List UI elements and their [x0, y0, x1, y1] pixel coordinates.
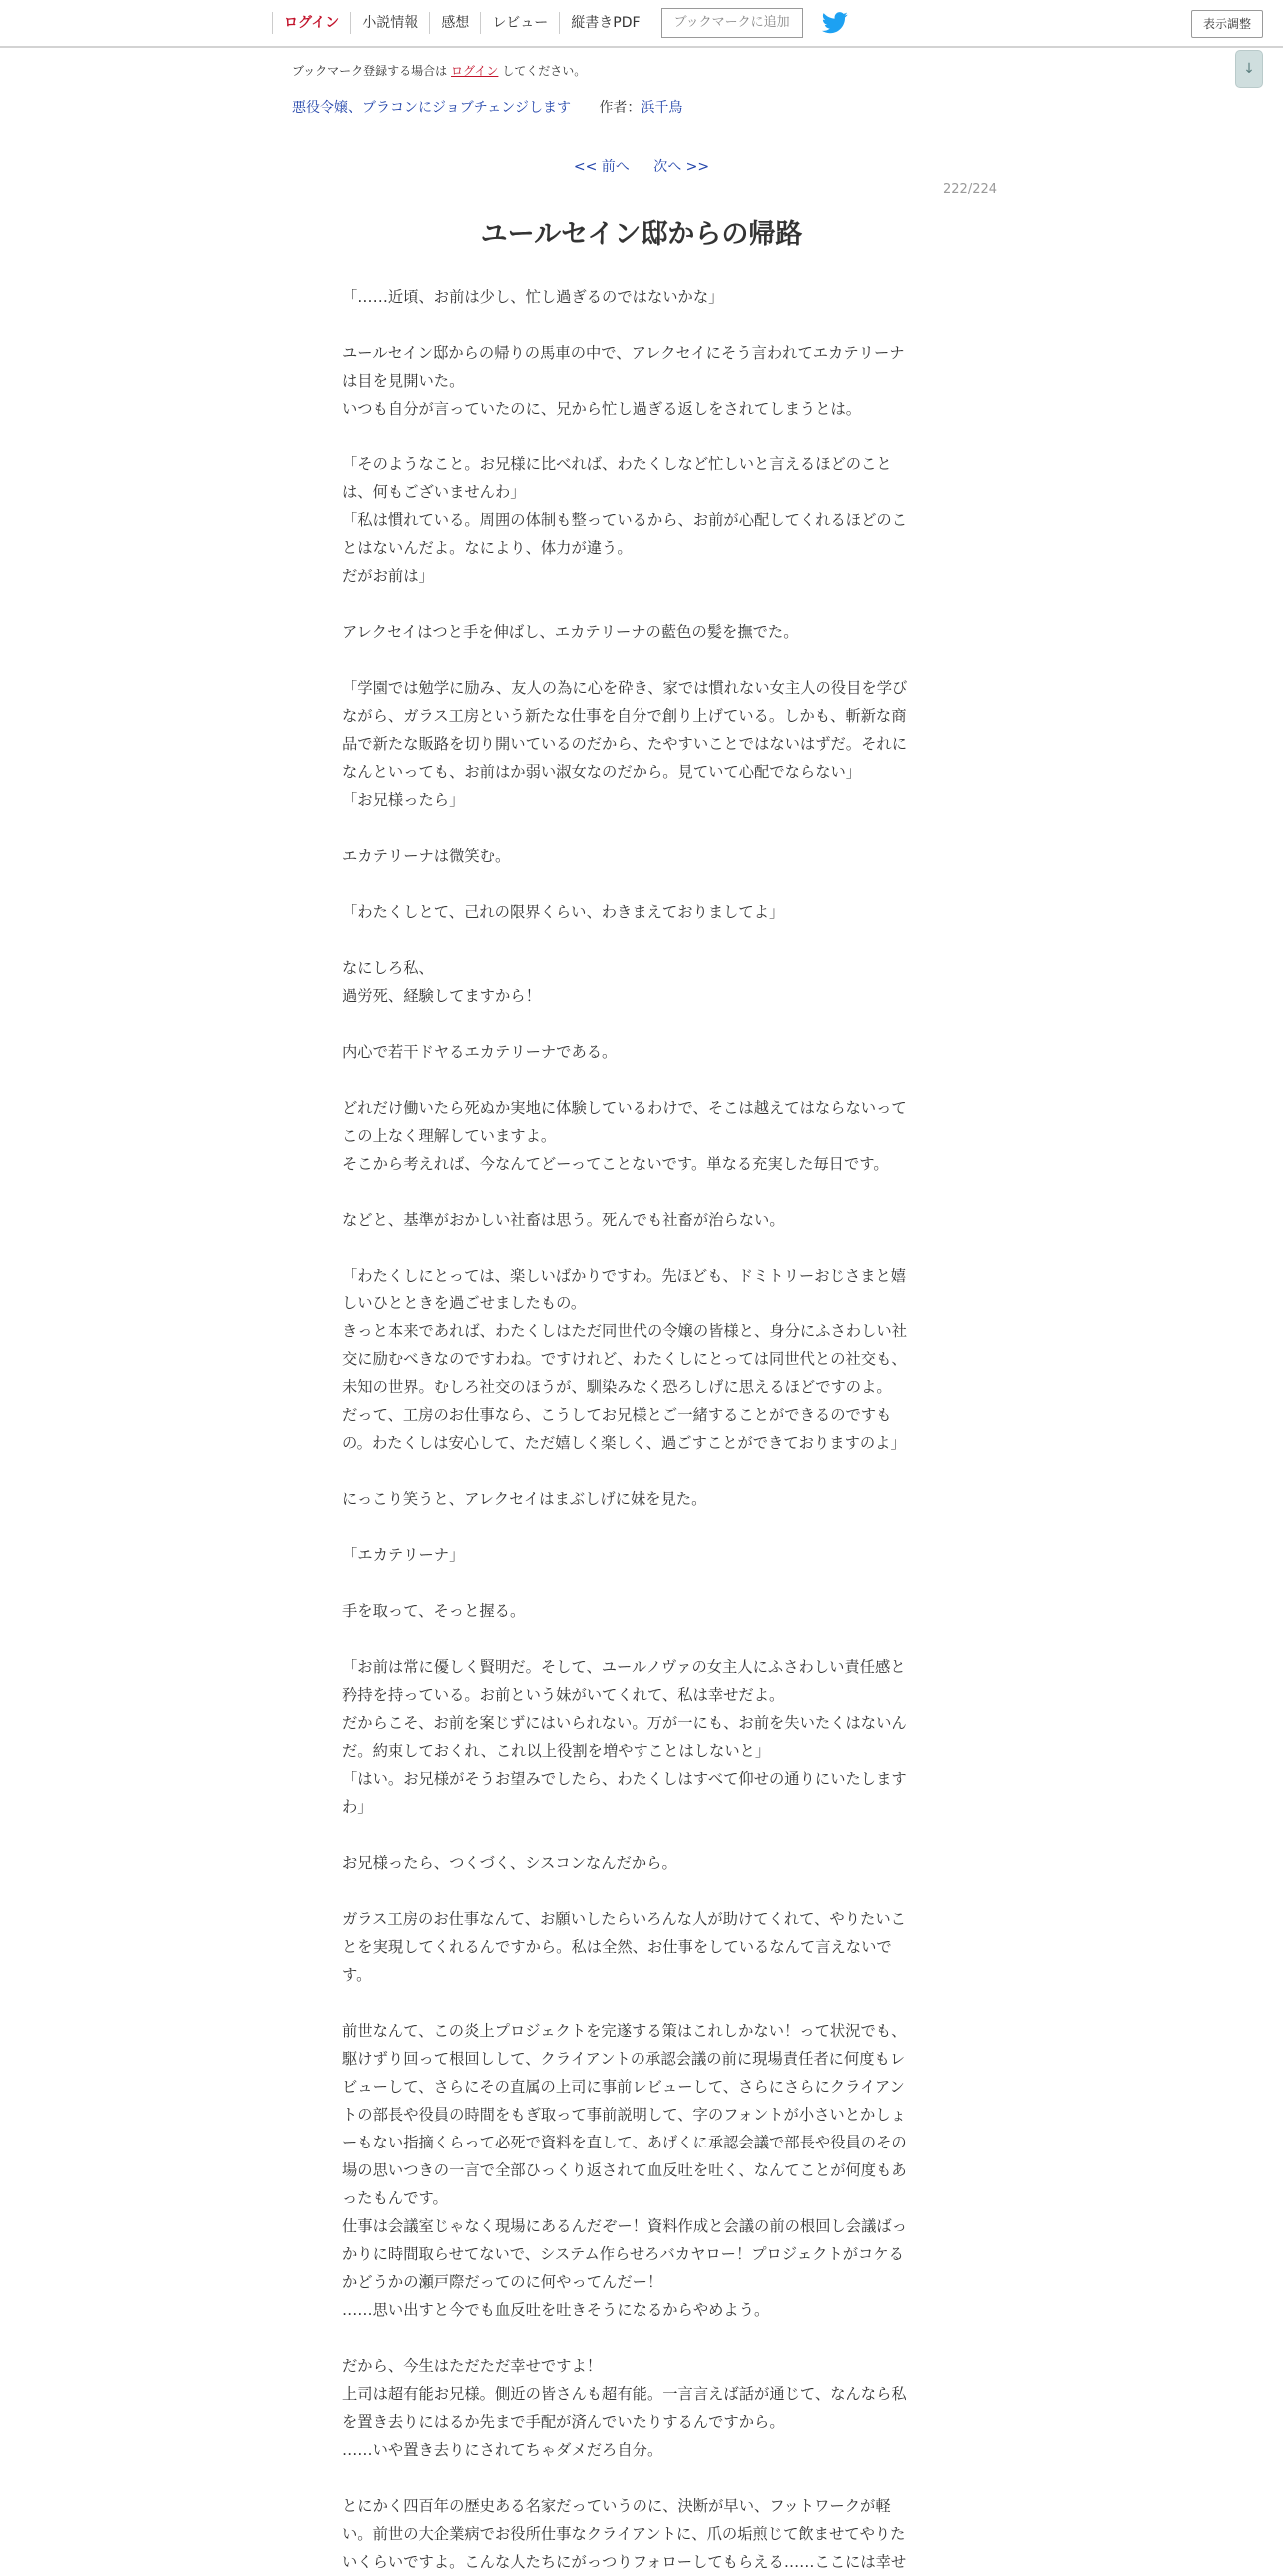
- body-line: 前世なんて、この炎上プロジェクトを完遂する策はこれしかない！って状況でも、: [342, 2022, 907, 2040]
- nav-impressions-link[interactable]: 感想: [429, 12, 480, 34]
- body-line: [342, 646, 935, 674]
- body-line: いつも自分が言っていたのに、兄から忙し過ぎる返しをされてしまうとは。: [342, 400, 862, 418]
- body-line: 「わたくしにとっては、楽しいばかりですわ。先ほども、ドミトリーおじさまと嬉: [342, 1267, 907, 1285]
- body-line: の。わたくしは安心して、ただ嬉しく楽しく、過ごすことができておりますのよ」: [342, 1434, 906, 1452]
- body-line: [342, 423, 935, 450]
- top-navigation-bar: [0, 0, 1283, 48]
- body-line: 「……近頃、お前は少し、忙し過ぎるのではないかな」: [342, 288, 724, 306]
- body-line: ったもんです。: [342, 2189, 448, 2207]
- body-line: にっこり笑うと、アレクセイはまぶしげに妹を見た。: [342, 1490, 707, 1508]
- scroll-down-button[interactable]: ↓: [1235, 50, 1263, 88]
- body-line: [342, 2324, 935, 2352]
- body-line: などと、基準がおかしい社畜は思う。死んでも社畜が治らない。: [342, 1211, 785, 1229]
- body-line: [342, 1066, 935, 1094]
- body-line: ビューして、さらにその直属の上司に事前レビューして、さらにさらにクライアン: [342, 2078, 905, 2096]
- series-title-link[interactable]: 悪役令嬢、ブラコンにジョブチェンジします: [292, 100, 571, 116]
- body-line: 「はい。お兄様がそうお望みでしたら、わたくしはすべて仰せの通りにいたします: [342, 1770, 907, 1788]
- body-line: わ」: [342, 1798, 373, 1816]
- body-line: かりに時間取らせてないで、システム作らせろバカヤロー！プロジェクトがコケる: [342, 2245, 904, 2263]
- body-line: [342, 311, 935, 339]
- body-line: 「私は慣れている。周囲の体制も整っているから、お前が心配してくれるほどのこ: [342, 511, 907, 529]
- body-line: 駆けずり回って根回しして、クライアントの承認会議の前に現場責任者に何度もレ: [342, 2050, 906, 2068]
- body-line: 「そのようなこと。お兄様に比べれば、わたくしなど忙しいと言えるほどのこと: [342, 455, 892, 473]
- body-line: ーもない指摘くらって必死で資料を直して、あげくに承認会議で部長や役員のその: [342, 2134, 907, 2151]
- body-line: そこから考えれば、今なんてどーってことないです。単なる充実した毎日です。: [342, 1155, 889, 1173]
- body-line: 過労死、経験してますから！: [342, 987, 541, 1005]
- body-line: [342, 1989, 935, 2017]
- body-line: は、何もございませんわ」: [342, 483, 526, 501]
- body-line: トの部長や役員の時間をもぎ取って事前説明して、字のフォントが小さいとかしょ: [342, 2106, 906, 2124]
- bookmark-login-note: [292, 62, 586, 79]
- chapter-pager: [0, 156, 1283, 176]
- body-line: 「エカテリーナ」: [342, 1546, 465, 1564]
- body-line: [342, 926, 935, 954]
- body-line: とを実現してくれるんですから。私は全然、お仕事をしているなんて言えないで: [342, 1938, 892, 1956]
- body-line: 「学園では勉学に励み、友人の為に心を砕き、家では慣れない女主人の役目を学び: [342, 679, 908, 697]
- body-line: かどうかの瀬戸際だってのに何やってんだー！: [342, 2273, 663, 2291]
- chapter-title: ユールセイン邸からの帰路: [480, 219, 803, 250]
- nav-login-link[interactable]: ログイン: [272, 12, 350, 34]
- body-line: この上なく理解していますよ。: [342, 1127, 557, 1145]
- body-line: 場の思いつきの一言で全部ひっくり返されて血反吐を吐く、なんてことが何度もあ: [342, 2161, 907, 2179]
- nav-novel-info-link[interactable]: 小説情報: [350, 12, 429, 34]
- body-line: 交に励むべきなのですわね。ですけれど、わたくしにとっては同世代との社交も、: [342, 1350, 907, 1368]
- body-line: [342, 1877, 935, 1905]
- author-link[interactable]: 浜千鳥: [641, 100, 683, 116]
- body-line: きっと本来であれば、わたくしはただ同世代の令嬢の皆様と、身分にふさわしい社: [342, 1322, 907, 1340]
- body-line: エカテリーナは微笑む。: [342, 847, 511, 865]
- bookmark-note-prefix: ブックマーク登録する場合は: [292, 64, 448, 78]
- nav-review-link[interactable]: レビュー: [480, 12, 559, 34]
- body-line: [342, 814, 935, 842]
- body-line: [342, 2464, 935, 2492]
- next-chapter-link[interactable]: 次へ >>: [653, 159, 710, 175]
- body-line: [342, 1234, 935, 1262]
- body-line: ながら、ガラス工房という新たな仕事を自分で創り上げている。しかも、斬新な商: [342, 707, 907, 725]
- body-line: なにしろ私、: [342, 959, 434, 977]
- body-line: [342, 870, 935, 898]
- body-line: 「お兄様ったら」: [342, 791, 465, 809]
- body-line: 上司は超有能お兄様。側近の皆さんも超有能。一言言えば話が通じて、なんなら私: [342, 2385, 907, 2403]
- body-line: ……思い出すと今でも血反吐を吐きそうになるからやめよう。: [342, 2301, 770, 2319]
- body-line: 「わたくしとて、己れの限界くらい、わきまえておりましてよ」: [342, 903, 785, 921]
- twitter-bird-icon[interactable]: [821, 12, 849, 34]
- body-line: [342, 1457, 935, 1485]
- body-line: ……いや置き去りにされてちゃダメだろ自分。: [342, 2441, 663, 2459]
- body-line: ユールセイン邸からの帰りの馬車の中で、アレクセイにそう言われてエカテリーナ: [342, 344, 905, 362]
- body-line: いくらいですよ。こんな人たちにがっつりフォローしてもらえる……ここには幸せ: [342, 2553, 907, 2571]
- add-bookmark-button[interactable]: ブックマークに追加: [661, 8, 803, 38]
- author-label: 作者：: [599, 100, 642, 116]
- chapter-page-count: 222/224: [943, 182, 998, 197]
- body-line: [342, 1178, 935, 1206]
- body-line: 品で新たな販路を切り開いているのだから、たやすいことではないはずだ。それに: [342, 735, 907, 753]
- body-line: す。: [342, 1966, 372, 1984]
- body-line: 未知の世界。むしろ社交のほうが、馴染みなく恐ろしげに思えるほどですのよ。: [342, 1378, 892, 1396]
- body-line: とはないんだよ。なにより、体力が違う。: [342, 539, 633, 557]
- body-line: だがお前は」: [342, 567, 434, 585]
- body-line: [342, 1513, 935, 1541]
- series-header: [292, 97, 682, 117]
- nav-vertical-pdf-link[interactable]: 縦書きPDF: [559, 12, 650, 34]
- bookmark-note-login-link[interactable]: ログイン: [451, 64, 499, 78]
- prev-chapter-link[interactable]: << 前へ: [573, 159, 630, 175]
- body-line: とにかく四百年の歴史ある名家だっていうのに、決断が早い、フットワークが軽: [342, 2497, 891, 2515]
- body-line: [342, 590, 935, 618]
- body-line: どれだけ働いたら死ぬか実地に体験しているわけで、そこは越えてはならないって: [342, 1099, 907, 1117]
- body-line: だから、今生はただただ幸せですよ！: [342, 2357, 603, 2375]
- body-line: 矜持を持っている。お前という妹がいてくれて、私は幸せだよ。: [342, 1686, 785, 1704]
- body-line: [342, 1569, 935, 1597]
- body-line: だ。約束しておくれ、これ以上役割を増やすことはしないと」: [342, 1742, 771, 1760]
- body-line: 仕事は会議室じゃなく現場にあるんだぞー！資料作成と会議の前の根回し会議ばっ: [342, 2217, 907, 2235]
- body-line: だからこそ、お前を案じずにはいられない。万が一にも、お前を失いたくはないん: [342, 1714, 907, 1732]
- body-line: しいひとときを過ごせましたもの。: [342, 1294, 587, 1312]
- body-line: い。前世の大企業病でお役所仕事なクライアントに、爪の垢煎じて飲ませてやりた: [342, 2525, 906, 2543]
- body-line: [342, 1625, 935, 1653]
- body-line: ガラス工房のお仕事なんて、お願いしたらいろんな人が助けてくれて、やりたいこ: [342, 1910, 906, 1928]
- body-line: お兄様ったら、つくづく、シスコンなんだから。: [342, 1854, 677, 1872]
- body-line: 内心で若干ドヤるエカテリーナである。: [342, 1043, 618, 1061]
- body-line: 手を取って、そっと握る。: [342, 1602, 526, 1620]
- body-line: 「お前は常に優しく賢明だ。そして、ユールノヴァの女主人にふさわしい責任感と: [342, 1658, 906, 1676]
- main-nav: [272, 0, 849, 46]
- bookmark-note-suffix: してください。: [502, 64, 587, 78]
- body-line: だって、工房のお仕事なら、こうしてお兄様とご一緒することができるのですも: [342, 1406, 892, 1424]
- body-line: を置き去りにはるか先まで手配が済んでいたりするんですから。: [342, 2413, 785, 2431]
- body-line: アレクセイはつと手を伸ばし、エカテリーナの藍色の髪を撫でた。: [342, 623, 799, 641]
- body-line: [342, 1821, 935, 1849]
- body-line: [342, 1010, 935, 1038]
- chapter-body-text: [342, 283, 935, 2576]
- display-settings-button[interactable]: 表示調整: [1191, 10, 1263, 38]
- body-line: なんといっても、お前はか弱い淑女なのだから。見ていて心配でならない」: [342, 763, 862, 781]
- body-line: は目を見開いた。: [342, 372, 465, 390]
